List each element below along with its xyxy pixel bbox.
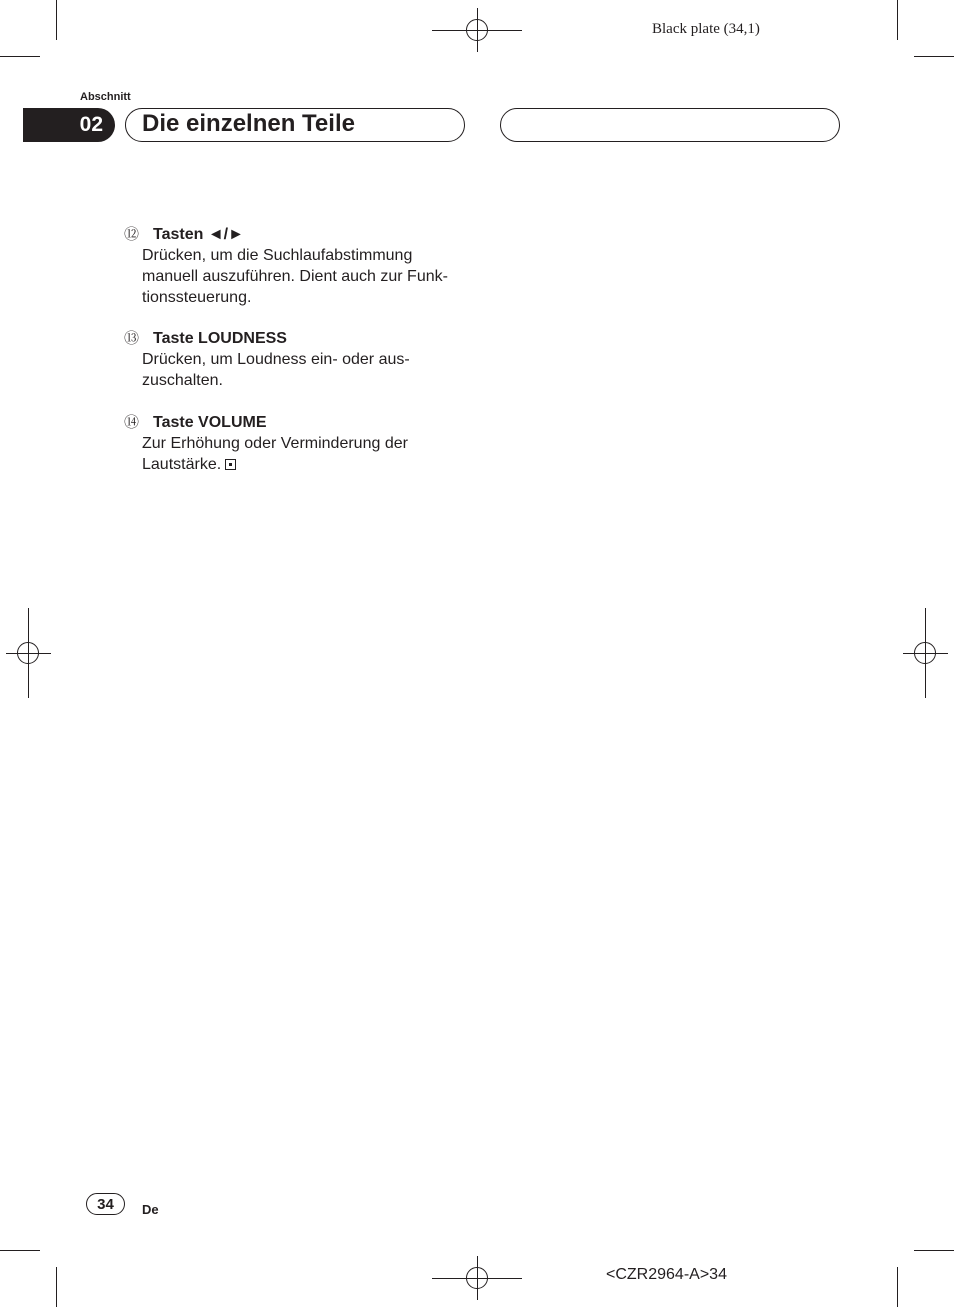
item-description xyxy=(142,433,464,475)
list-item xyxy=(124,412,464,475)
registration-mark-icon xyxy=(903,608,948,698)
registration-mark-icon xyxy=(432,0,522,52)
page-number-badge xyxy=(86,1193,125,1215)
item-heading: Taste VOLUME xyxy=(153,414,267,431)
crop-mark xyxy=(0,1250,40,1251)
crop-mark xyxy=(56,1267,57,1307)
crop-mark xyxy=(914,56,954,57)
document-code: <CZR2964-A>34 xyxy=(606,1266,727,1283)
item-heading: Taste LOUDNESS xyxy=(153,330,287,347)
item-number: ⑫ xyxy=(124,226,140,243)
registration-mark-icon xyxy=(432,1256,522,1304)
page-number: 34 xyxy=(97,1195,114,1213)
list-item xyxy=(124,224,464,308)
crop-mark xyxy=(897,0,898,40)
crop-mark xyxy=(56,0,57,40)
item-heading: Tasten ◄/► xyxy=(153,226,244,243)
item-description: Drücken, um Loudness ein- oder aus- zuschalten. xyxy=(142,351,410,389)
item-description: Drücken, um die Suchlaufabstimmung manuell auszuführen. Dient auch zur Funk- tionssteuerung. xyxy=(142,247,448,306)
item-number: ⑬ xyxy=(124,330,140,347)
registration-mark-icon xyxy=(6,608,51,698)
crop-mark xyxy=(897,1267,898,1307)
section-number-badge xyxy=(23,108,115,142)
plate-label: Black plate (34,1) xyxy=(652,21,760,37)
item-description-text: Zur Erhöhung oder Verminderung der Lautstärke. xyxy=(142,435,408,473)
page-title: Die einzelnen Teile xyxy=(142,110,355,137)
language-code: De xyxy=(142,1202,159,1217)
header-right-frame xyxy=(500,108,840,142)
section-label: Abschnitt xyxy=(80,91,131,103)
crop-mark xyxy=(914,1250,954,1251)
list-item xyxy=(124,328,464,391)
item-number: ⑭ xyxy=(124,414,140,431)
section-number: 02 xyxy=(79,113,103,136)
end-of-section-icon xyxy=(225,459,236,470)
crop-mark xyxy=(0,56,40,57)
